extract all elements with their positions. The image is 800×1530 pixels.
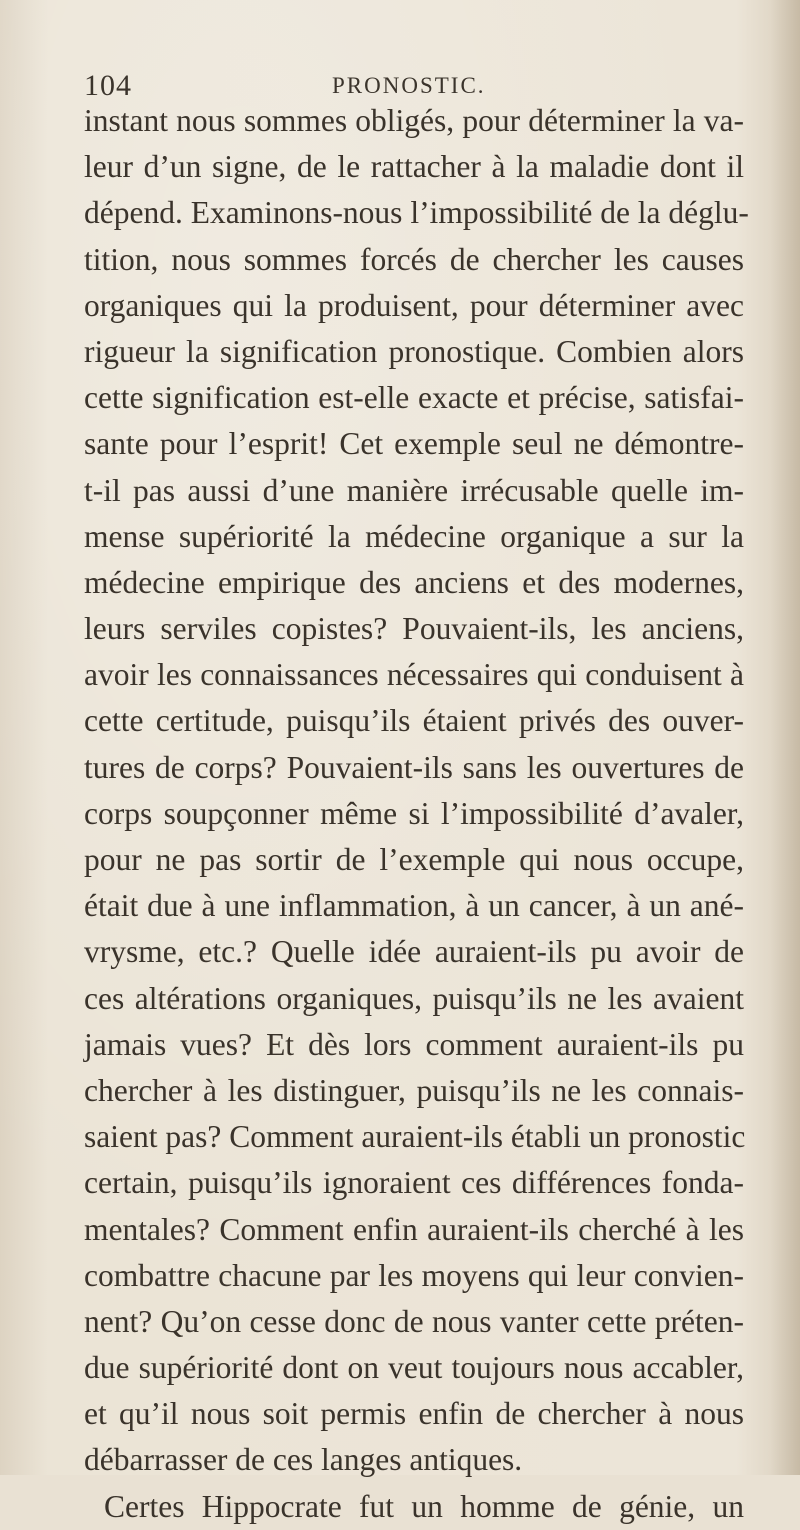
- text-line: tures de corps? Pouvaient-ils sans les ouvertures de: [84, 749, 744, 785]
- text-line: certain, puisqu’ils ignoraient ces différences fonda-: [84, 1165, 744, 1201]
- paragraph-start-line: Certes Hippocrate fut un homme de génie, un: [104, 1488, 744, 1524]
- text-line: vrysme, etc.? Quelle idée auraient-ils pu avoir de: [84, 934, 744, 970]
- text-line: chercher à les distinguer, puisqu’ils ne les connais-: [84, 1072, 744, 1108]
- text-line: leur d’un signe, de le rattacher à la maladie dont il: [84, 149, 744, 185]
- text-line: instant nous sommes obligés, pour déterminer la va-: [84, 103, 744, 138]
- text-line: organiques qui la produisent, pour déterminer avec: [84, 287, 744, 323]
- text-line: médecine empirique des anciens et des modernes,: [84, 564, 744, 600]
- text-line: avoir les connaissances nécessaires qui conduisent à: [84, 657, 744, 693]
- text-line: corps soupçonner même si l’impossibilité d’avaler,: [84, 795, 744, 831]
- text-line: ces altérations organiques, puisqu’ils ne les avaient: [84, 980, 744, 1016]
- text-line: jamais vues? Et dès lors comment auraient-ils pu: [84, 1026, 744, 1062]
- text-line: et qu’il nous soit permis enfin de chercher à nous: [84, 1396, 744, 1432]
- text-line: saient pas? Comment auraient-ils établi un pronostic: [84, 1119, 746, 1155]
- text-line: due supériorité dont on veut toujours nous accabler,: [84, 1350, 744, 1386]
- text-line: rigueur la signification pronostique. Combien alors: [84, 333, 744, 369]
- text-line: combattre chacune par les moyens qui leur convien-: [84, 1257, 744, 1293]
- text-line: cette signification est-elle exacte et précise, satisfai-: [84, 380, 744, 416]
- text-line: dépend. Examinons-nous l’impossibilité de la déglu-: [84, 195, 749, 231]
- text-line: pour ne pas sortir de l’exemple qui nous occupe,: [84, 842, 744, 877]
- text-line: t-il pas aussi d’une manière irrécusable quelle im-: [84, 472, 744, 508]
- page-edge-shadow: [770, 0, 800, 1475]
- text-line: tition, nous sommes forcés de chercher les causes: [84, 241, 744, 277]
- paragraph-end-line: débarrasser de ces langes antiques.: [84, 1442, 523, 1478]
- text-line: nent? Qu’on cesse donc de nous vanter cette préten-: [84, 1303, 744, 1339]
- text-line: leurs serviles copistes? Pouvaient-ils, les anciens,: [84, 611, 744, 647]
- running-head: PRONOSTIC.: [332, 73, 486, 98]
- text-line: sante pour l’esprit! Cet exemple seul ne démontre-: [84, 426, 744, 462]
- text-line: mense supériorité la médecine organique a sur la: [84, 518, 744, 554]
- text-line: était due à une inflammation, à un cancer, à un ané-: [84, 888, 744, 924]
- text-line: mentales? Comment enfin auraient-ils cherché à les: [84, 1211, 744, 1247]
- page-number: 104: [84, 69, 132, 102]
- text-line: cette certitude, puisqu’ils étaient privés des ouver-: [84, 703, 744, 739]
- body-text: [84, 98, 749, 1530]
